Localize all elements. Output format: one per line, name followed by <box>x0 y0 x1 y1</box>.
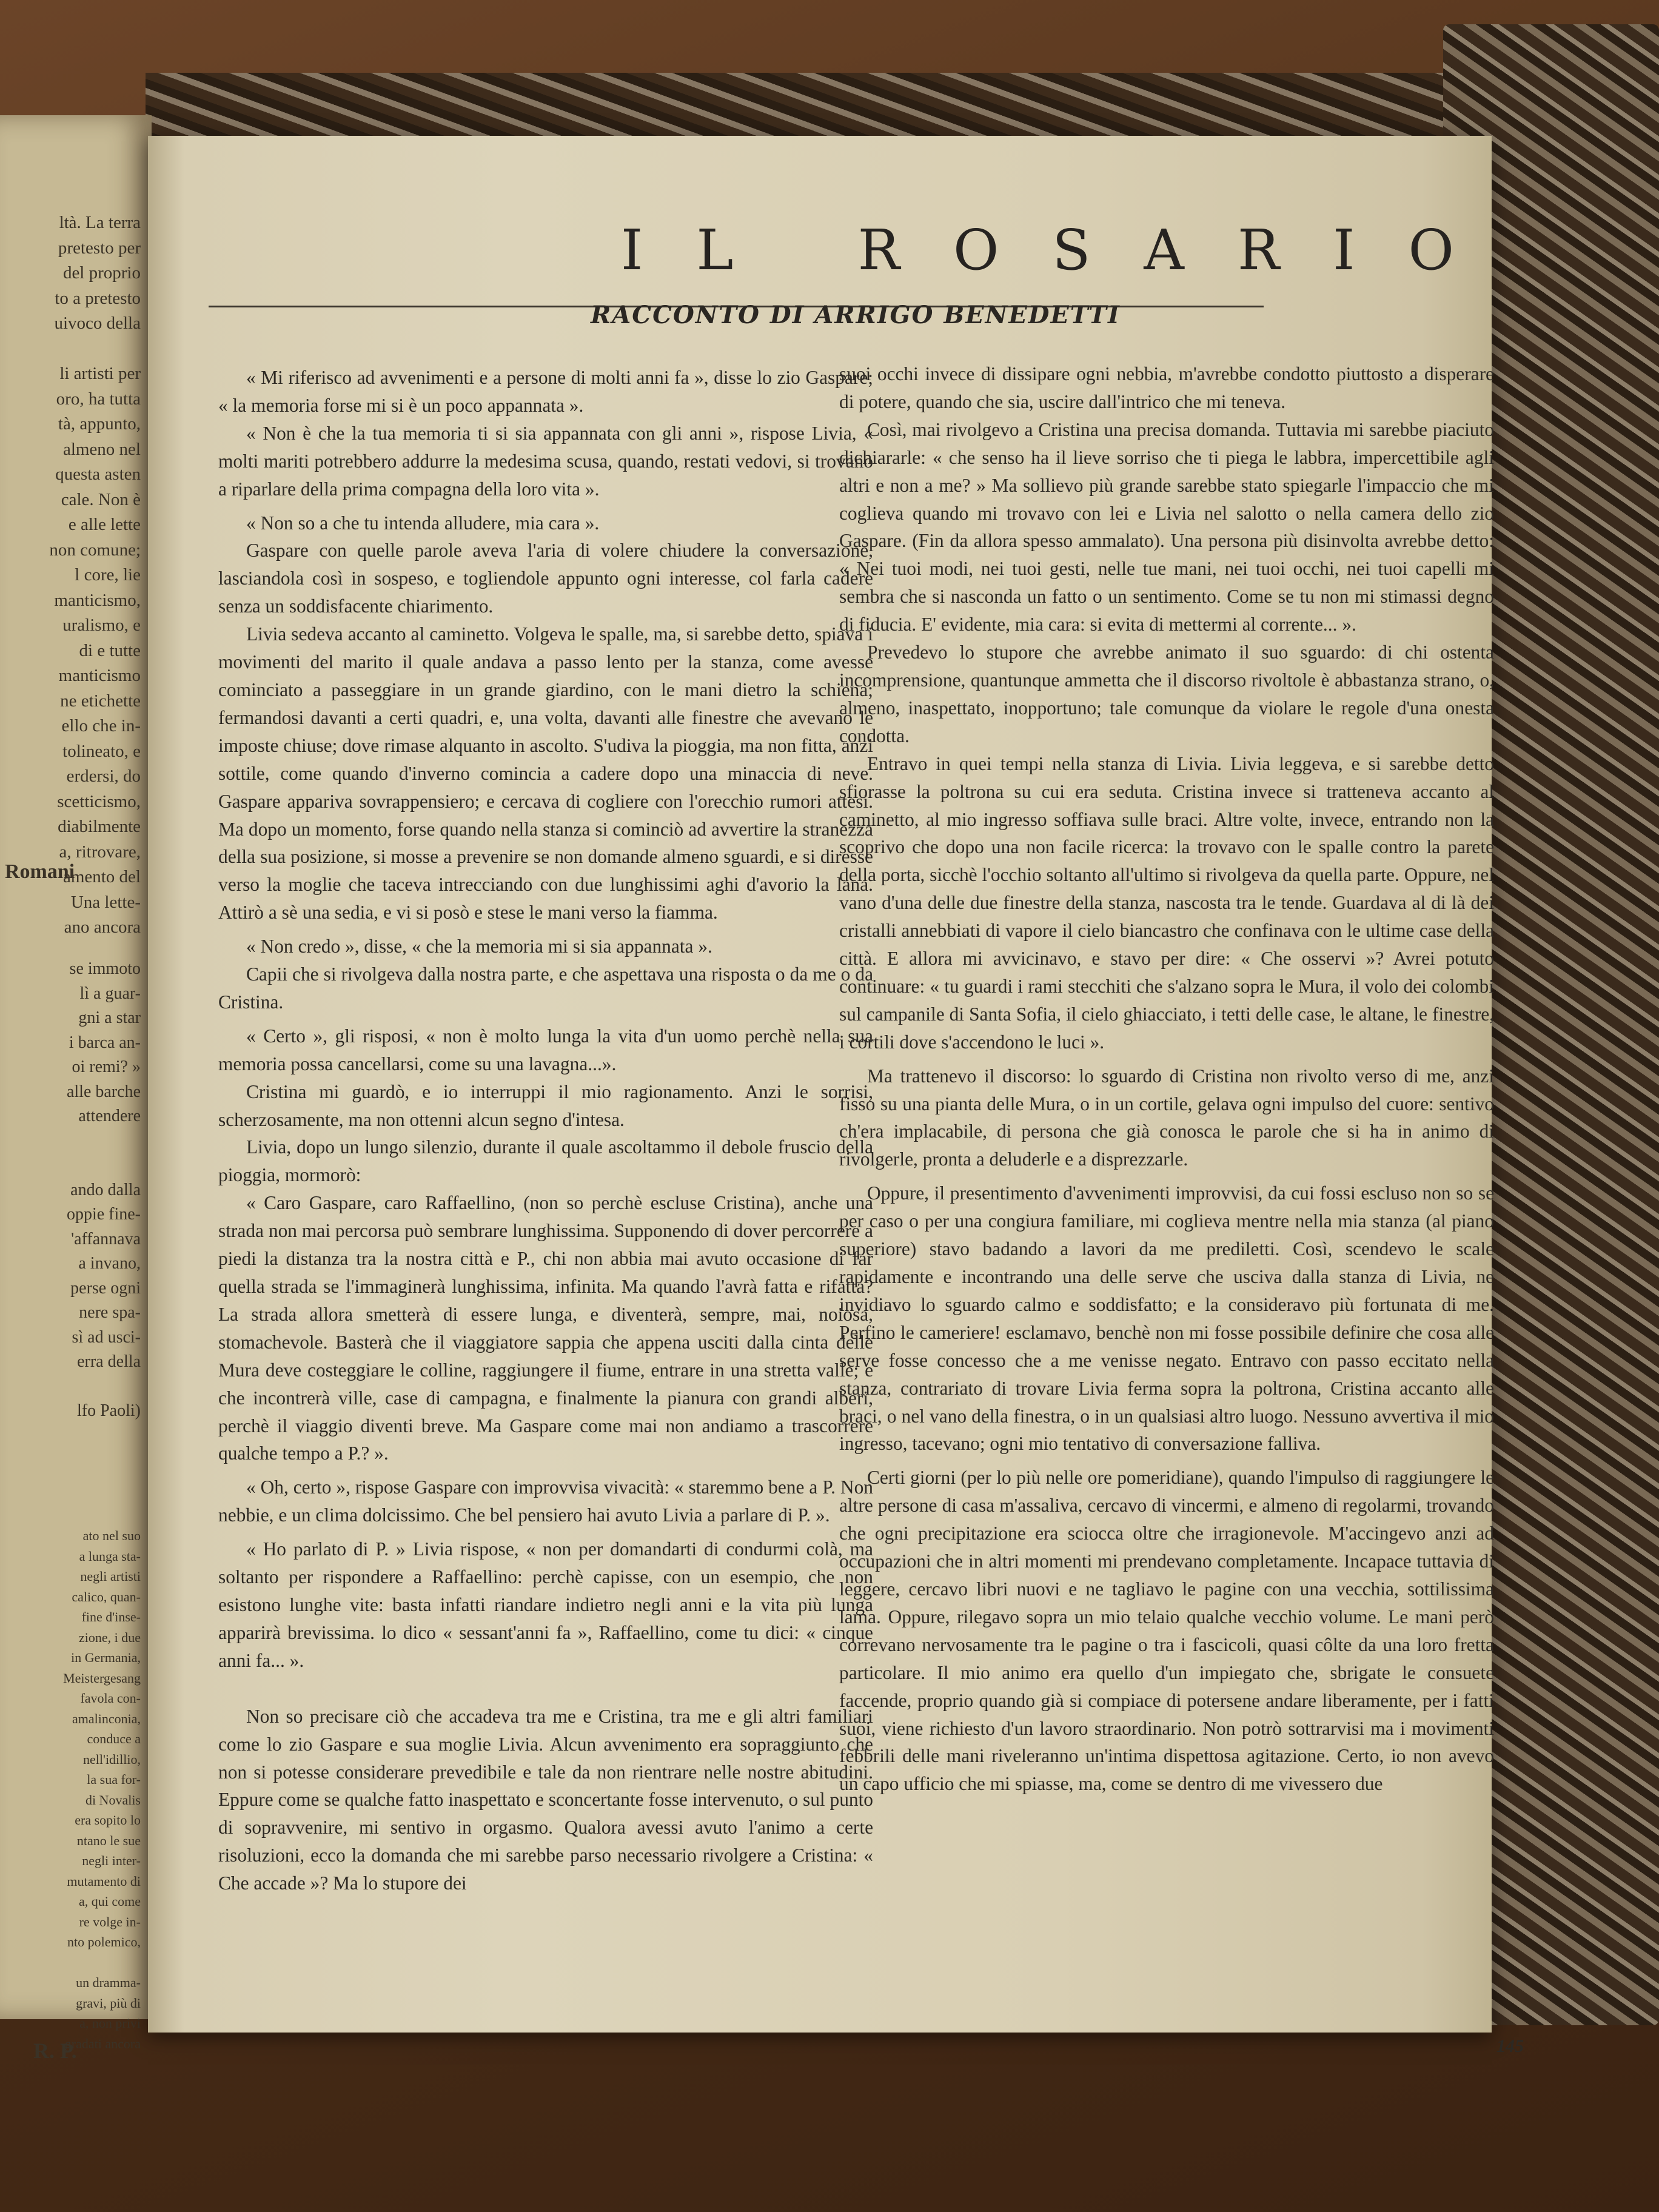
left-page-fragment: re volge in- <box>79 1914 141 1929</box>
article-page <box>148 136 1524 2056</box>
left-page-fragment: a, qui come <box>78 1894 141 1909</box>
left-page-fragment: to a pretesto <box>55 288 141 308</box>
left-page-fragment: gradati ancora <box>64 2036 141 2051</box>
paragraph: Cristina mi guardò, e io interruppi il mio ragionamento. Anzi le sorrisi, scherzosamente, ma non ottenni alcun segno d'intesa. <box>218 1081 873 1130</box>
left-column <box>218 364 873 1897</box>
left-page-fragment: gni a star <box>78 1008 141 1027</box>
left-page-fragment: ne etichette <box>60 691 141 711</box>
left-page-fragment: amalinconia, <box>72 1711 141 1726</box>
left-page-fragment: ello che in- <box>61 716 141 736</box>
left-page-fragment: se immoto <box>69 959 141 978</box>
paragraph: suoi occhi invece di dissipare ogni nebbia, m'avrebbe condotto piuttosto a disperare di potere, quando che sia, uscire dall'intrico che mi teneva. <box>839 363 1494 412</box>
left-page-fragment: un dramma- <box>76 1975 141 1990</box>
paragraph: « Oh, certo », rispose Gaspare con improvvisa vivacità: « staremmo bene a P. Non nebbie, e un clima dolcissimo. Che bel pensiero hai avuto Livia a parlare di P. ». <box>218 1476 873 1526</box>
left-page-fragment: questa asten <box>55 464 141 484</box>
left-page-fragment: uivoco della <box>54 313 141 333</box>
left-page-fragment: erra della <box>77 1352 141 1371</box>
left-page-fragment: ntano le sue <box>76 1832 141 1848</box>
paragraph: Ma trattenevo il discorso: lo sguardo di Cristina non rivolto verso di me, anzi fisso su una pianta delle Mura, o in un cortile, gelava ogni impulso del cuore: sentivo ch'era implacabile, di persona che già conosca le parole che si ha in animo di rivolgerle, pronta a deluderle e a disprezzarle. <box>839 1065 1494 1170</box>
left-page-fragment: Meistergesang <box>63 1670 141 1686</box>
left-page-fragment: scetticismo, <box>57 791 141 811</box>
article-subtitle: RACCONTO DI ARRIGO BENEDETTI <box>591 301 1121 329</box>
left-page-fragment: pretesto per <box>58 238 141 258</box>
paragraph: Prevedevo lo stupore che avrebbe animato il suo sguardo: di chi ostenta incomprensione, quantunque ammetta che il discorso rivoltole è abbastanza strano, o, almeno, inaspettato, inopportuno; tale comunque da violare le regole d'una onesta condotta. <box>839 642 1494 746</box>
left-page-fragment: del proprio <box>62 263 141 283</box>
left-page-fragment: mutamento di <box>67 1873 141 1889</box>
left-page-fragment: Una lette- <box>70 892 141 912</box>
paragraph: « Certo », gli risposi, « non è molto lunga la vita d'un uomo perchè nella sua memoria possa cancellarsi, come su una lavagna...». <box>218 1025 873 1074</box>
left-page-fragment: nell'idillio, <box>82 1751 141 1767</box>
left-page-fragment: ltà. La terra <box>59 213 141 232</box>
paragraph: Entravo in quei tempi nella stanza di Livia. Livia leggeva, e si sarebbe detto sfiorasse la poltrona su cui era seduta. Cristina invece si tratteneva accanto al caminetto, al mio ingresso soffiava sulle braci. Altre volte, invece, entrando non la scoprivo che dopo una non facile ricerca: la trovavo con le spalle contro la parete della porta, sicchè l'occhio soltanto all'ultimo si rivolgeva da quella parte. Oppure, nel vano d'una delle due finestre della stanza, nascosta tra le tende. Guardava al di là dei cristalli annebbiati di vapore il cielo biancastro che confinava con le ultime case della città. E allora mi avvicinavo, e stavo per dire: « Che osservi »? Avrei potuto continuare: « tu guardi i rami stecchiti che s'alzano sopra le Mura, il volo dei colombi sul campanile di Santa Sofia, il cielo ghiacciato, i tetti delle case, le altane, le finestre, i cortili dove s'accendono le luci ». <box>839 752 1494 1053</box>
left-page-fragment: a lunga sta- <box>79 1548 141 1564</box>
article-title: IL ROSARIO <box>621 218 1507 283</box>
left-page-fragment: tà, appunto, <box>58 414 141 434</box>
paragraph: « Caro Gaspare, caro Raffaellino, (non so perchè escluse Cristina), anche una strada non mai percorsa può sembrare lunghissima. Supponendo di dover percorrere a piedi la distanza tra la nostra città e P., chi non abbia mai avuto occasione di far quella strada se l'immaginerà lunghissima, infinita. Ma quando l'avrà fatta e rifatta? La strada allora smetterà di essere lunga, e diventerà, sempre, mai, noiosa, stomachevole. Basterà che il viaggiatore sappia che appena usciti dalla cinta delle Mura deve costeggiare le colline, raggiungere il fiume, entrare in una stretta valle; e che incontrerà ville, case di campagna, e finalmente la pianura con grandi alberi, perchè il viaggio diventi breve. Ma Gaspare come mai non andiamo a trascorrere qualche tempo a P.? ». <box>218 1192 873 1464</box>
left-page-fragment: non comune; <box>49 540 141 560</box>
left-page-fragment: ando dalla <box>70 1180 141 1199</box>
right-column <box>839 360 1494 1798</box>
left-page-fragment: almeno nel <box>62 439 141 459</box>
left-page <box>0 115 152 2063</box>
left-page-fragment: oppie fine- <box>66 1205 141 1224</box>
left-page-fragment: uralismo, e <box>62 615 141 635</box>
left-page-fragment: oi remi? » <box>72 1057 141 1076</box>
left-page-fragment: oro, ha tutta <box>56 389 141 409</box>
paragraph: « Ho parlato di P. » Livia rispose, « non per domandarti di condurmi colà, ma soltanto per rispondere a Raffaellino: perchè capisse, con un esempio, che non esistono lunghe vite: basta infatti riandare indietro negli anni e la vita più lunga apparirà brevissima. lo dico « sessant'anni fa », Raffaellino, come tu dici: « cinque anni fa... ». <box>218 1538 873 1671</box>
paragraph: Livia sedeva accanto al caminetto. Volgeva le spalle, ma, si sarebbe detto, spiava i movimenti del marito il quale andava a passo lento per la stanza, come avesse cominciato a passeggiare in un grande giardino, con le mani dietro la schiena; fermandosi davanti a certi quadri, e, una volta, davanti alle finestre che avevano le imposte chiuse; dove rimase alquanto in ascolto. S'udiva la pioggia, ma non fitta, anzi sottile, come quando d'inverno comincia a cadere dopo una minaccia di neve. Gaspare appariva sovrappensiero; e cercava di cogliere con l'orecchio rumori attesi. Ma dopo un momento, forse quando nella stanza si cominciò ad avvertire la stranezza della sua posizione, si mosse a prevenire se non domande almeno sguardi, e si diresse verso la moglie che taceva intrecciando con due lunghissimi aghi d'avorio la lana. Attirò a sè una sedia, e vi si posò e stese le mani verso la fiamma. <box>218 623 873 923</box>
left-page-fragment: i barca an- <box>69 1033 141 1052</box>
left-page-fragment: erdersi, do <box>66 766 141 786</box>
left-page-fragment: tolineato, e <box>62 741 141 761</box>
paragraph: « Non è che la tua memoria ti si sia appannata con gli anni », rispose Livia, « molti mariti potrebbero addurre la medesima scusa, quando, restati vedovi, si trovano a riparlare della prima compagna della loro vita ». <box>218 422 873 500</box>
left-page-fragment: lì a guar- <box>79 984 141 1003</box>
left-page-fragment: alle barche <box>66 1082 141 1101</box>
left-page-fragment: di Novalis <box>85 1792 141 1808</box>
left-page-fragment: attendere <box>78 1107 141 1125</box>
left-page-fragment: in Germania, <box>71 1650 141 1665</box>
left-page-fragment: perse ogni <box>70 1278 141 1298</box>
paragraph: Oppure, il presentimento d'avvenimenti improvvisi, da cui fossi escluso non so se per caso o per una congiura familiare, mi coglieva mentre nella mia stanza (al piano superiore) stavo badando a lavori da me prediletti. Così, scendevo le scale rapidamente e incontrando una delle serve che usciva dalla stanza di Livia, ne invidiavo lo sguardo calmo e soddisfatto; e la consideravo più fortunata di me. Perfino le cameriere! esclamavo, benchè non mi fosse possibile definire che cosa alle serve fosse concesso che a me venisse negato. Entravo con passo eccitato nella stanza, contrariato di trovare Livia ferma sopra la poltrona, Cristina accanto alle braci, o nel vano della finestra, o in un qualsiasi altro luogo. Nessuno avvertiva il mio ingresso, tacevano; ogni mio tentativo di conversazione falliva. <box>839 1182 1494 1455</box>
paragraph: Così, mai rivolgevo a Cristina una precisa domanda. Tuttavia mi sarebbe piaciuto dichiararle: « che senso ha il lieve sorriso che ti piega le labbra, impercettibile agli altri e non a me? » Ma sollievo più grande sarebbe stato spiegarle l'impaccio che mi coglieva quando mi trovavo con lei e Livia nel salotto o nella camera dello zio Gaspare. (Fin da allora spesso ammalato). Una persona più disinvolta avrebbe detto: « Nei tuoi modi, nei tuoi gesti, nelle tue mani, nei tuoi occhi, nei tuoi capelli mi sembra che si nasconda un fatto o un sentimento. Come se tu non mi stimassi degno di fiducia. E' evidente, mia cara: si evita di mettermi al corrente... ». <box>839 418 1494 635</box>
left-page-fragment: ano ancora <box>64 917 141 937</box>
left-page-fragment: favola con- <box>80 1691 141 1706</box>
left-page-fragment: ato nel suo <box>82 1528 141 1543</box>
paragraph: « Mi riferisco ad avvenimenti e a persone di molti anni fa », disse lo zio Gaspare; « la memoria forse mi si è un poco appannata ». <box>218 367 873 416</box>
left-page-fragment: la sua for- <box>87 1772 141 1787</box>
left-page-section-label: Romani <box>5 860 75 883</box>
left-page-fragment: 'affannava <box>71 1229 141 1248</box>
left-page-fragment: era sopito lo <box>75 1812 141 1828</box>
left-page-fragment: l core, lie <box>75 565 141 585</box>
left-page-fragment: di e tutte <box>79 640 141 660</box>
left-page-signature: R. P. <box>33 2039 77 2063</box>
paragraph: Gaspare con quelle parole aveva l'aria di volere chiudere la conversazione, lasciandola così in sospeso, e togliendole appunto ogni interesse, col farla cadere senza un soddisfacente chiarimento. <box>218 540 873 617</box>
left-page-fragment: e alle lette <box>68 515 141 534</box>
left-page-fragment: lfo Paoli) <box>77 1401 141 1420</box>
left-page-fragment: sì ad usci- <box>72 1327 141 1347</box>
left-page-fragment: manticismo <box>58 666 141 685</box>
paragraph: Livia, dopo un lungo silenzio, durante il quale ascoltammo il debole fruscio della pioggia, mormorò: <box>218 1136 873 1186</box>
left-page-fragment: amento del <box>62 867 141 886</box>
paragraph: « Non credo », disse, « che la memoria mi si sia appannata ». <box>246 936 712 957</box>
left-page-fragment: li artisti per <box>59 364 141 383</box>
left-page-fragment: negli artisti <box>80 1569 141 1584</box>
left-page-fragment: nere spa- <box>79 1303 141 1322</box>
left-page-fragment: cale. Non è <box>61 489 141 509</box>
paragraph: Certi giorni (per lo più nelle ore pomeridiane), quando l'impulso di raggiungere le altre persone di casa m'assaliva, cercavo di vincermi, e almeno di regolarmi, trovando che ogni precipitazione era sciocca oltre che irragionevole. M'accingevo anzi ad occupazioni che in altri momenti mi prendevano completamente. Incapace tuttavia di leggere, cercavo libri nuovi e ne tagliavo le pagine con una vecchia, sottilissima lama. Oppure, rilegavo sopra un mio telaio qualche vecchio volume. Le mani però correvano nervosamente tra le pagine o tra i fascicoli, quasi côlte da una loro fretta particolare. Il mio animo era quello d'un impiegato che, sbrigate le consuete faccende, proprio quando già si compiace di potersene andare liberamente, per i fatti suoi, viene richiesto d'un lavoro straordinario. Non potrò sottrarvisi ma i movimenti febbrili delle mani riveleranno un'intima dispettosa agitazione. Certo, io non avevo un capo ufficio che mi spiasse, ma, come se dentro di me vivessero due <box>839 1467 1494 1795</box>
page-number: 145 <box>1496 2036 1524 2056</box>
left-page-fragment: manticismo, <box>54 590 141 610</box>
left-page-fragment: negli inter- <box>82 1853 141 1868</box>
left-page-fragment: a, ritrovare, <box>59 842 141 862</box>
left-page-fragment: conduce a <box>87 1731 141 1746</box>
left-page-fragment: calico, quan- <box>72 1589 141 1604</box>
left-page-fragment: nto polemico, <box>67 1934 141 1949</box>
left-page-fragment: a, non privi <box>79 2016 141 2031</box>
left-page-fragment: zione, i due <box>78 1629 141 1645</box>
left-page-fragment: gravi, più di <box>76 1995 141 2011</box>
paragraph: Capii che si rivolgeva dalla nostra parte, e che aspettava una risposta o da me o da Cristina. <box>218 964 873 1013</box>
left-page-fragment: a invano, <box>78 1254 141 1273</box>
left-page-fragment: diabilmente <box>58 817 141 836</box>
left-page-fragment: fine d'inse- <box>81 1609 141 1624</box>
paragraph: Non so precisare ciò che accadeva tra me e Cristina, tra me e gli altri familiari come lo zio Gaspare e sua moglie Livia. Alcun avvenimento era sopraggiunto che non si potesse considerare prevedibile e tale da non rientrare nelle nostre abitudini. Eppure come se qualche fatto inaspettato e sconcertante fosse intervenuto, o sul punto di sopravvenire, mi sentivo in orgasmo. Qualora avessi avuto l'animo a certe risoluzioni, ecco la domanda che mi sarebbe parso necessario rivolgere a Cristina: « Che accade »? Ma lo stupore dei <box>218 1705 874 1894</box>
paragraph: « Non so a che tu intenda alludere, mia cara ». <box>246 512 600 534</box>
